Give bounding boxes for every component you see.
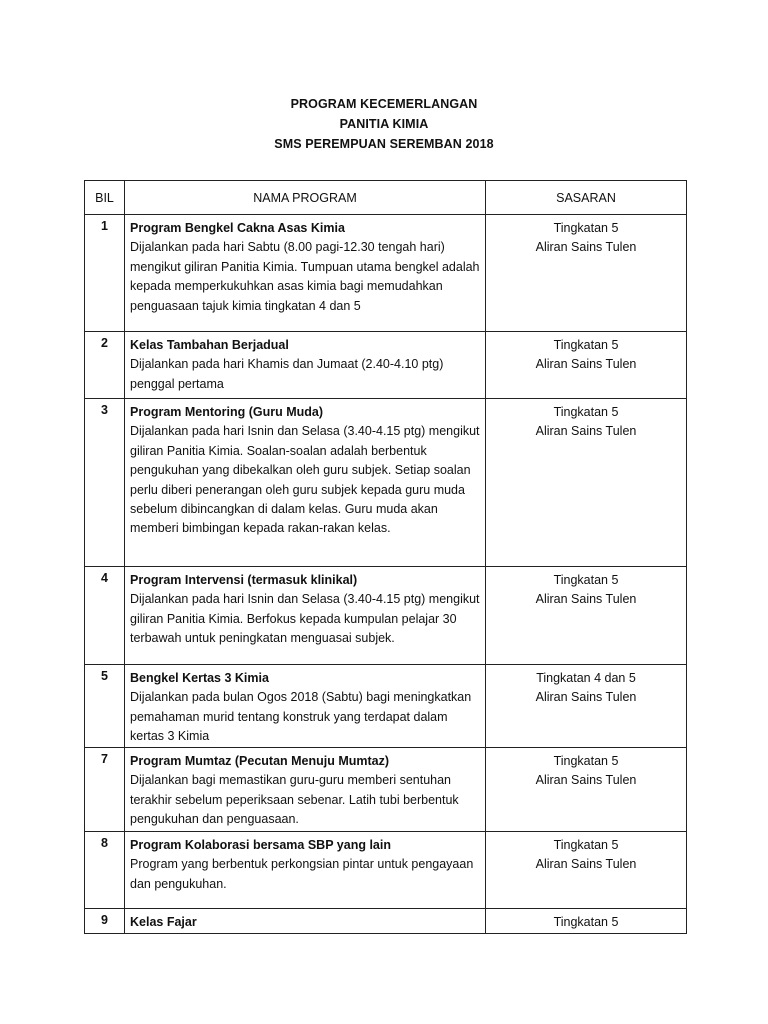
target-level: Tingkatan 5 xyxy=(553,754,619,768)
header-bil: BIL xyxy=(85,181,125,215)
row-number: 5 xyxy=(85,665,125,748)
program-cell xyxy=(125,215,486,332)
target-stream: Aliran Sains Tulen xyxy=(535,357,637,372)
table-row xyxy=(85,832,687,909)
target-cell xyxy=(486,332,687,399)
program-description: Dijalankan pada hari Isnin dan Selasa (3.40-4.15 ptg) mengikut giliran Panitia Kimia. Soalan-soalan adalah berbentuk pengukuhan yang dibekalkan oleh guru subjek. Setiap soalan perlu diberi penerangan oleh guru subjek kepada guru muda sebelum dibincangkan di dalam kelas. Guru muda akan memberi bimbingan kepada rakan-rakan kelas. xyxy=(130,424,480,536)
program-description: Dijalankan bagi memastikan guru-guru memberi sentuhan terakhir sebelum peperiksaan sebenar. Latih tubi berbentuk pengukuhan dan penguasaan. xyxy=(130,773,459,827)
row-number: 8 xyxy=(85,832,125,909)
target-level: Tingkatan 5 xyxy=(553,338,619,352)
program-name: Program Bengkel Cakna Asas Kimia xyxy=(130,221,345,235)
program-description: Dijalankan pada hari Sabtu (8.00 pagi-12.30 tengah hari) mengikut giliran Panitia Kimia. Tumpuan utama bengkel adalah kepada memperkukuhkan asas kimia bagi memudahkan penguasaan tajuk kimia tingkatan 4 dan 5 xyxy=(130,240,480,313)
target-level: Tingkatan 5 xyxy=(553,573,619,587)
target-cell xyxy=(486,748,687,832)
program-cell xyxy=(125,832,486,909)
program-cell xyxy=(125,665,486,748)
target-cell xyxy=(486,909,687,934)
program-name: Bengkel Kertas 3 Kimia xyxy=(130,671,269,685)
target-stream: Aliran Sains Tulen xyxy=(535,424,637,439)
target-cell xyxy=(486,215,687,332)
target-stream: Aliran Sains Tulen xyxy=(535,857,637,872)
target-cell xyxy=(486,399,687,567)
target-stream: Aliran Sains Tulen xyxy=(535,592,637,607)
program-name: Kelas Fajar xyxy=(130,915,197,929)
program-cell xyxy=(125,748,486,832)
title-line-2: PANITIA KIMIA xyxy=(339,117,429,131)
target-stream: Aliran Sains Tulen xyxy=(535,240,637,255)
table-row xyxy=(85,567,687,665)
row-number: 2 xyxy=(85,332,125,399)
program-cell xyxy=(125,332,486,399)
program-cell xyxy=(125,909,486,934)
program-description: Dijalankan pada bulan Ogos 2018 (Sabtu) bagi meningkatkan pemahaman murid tentang konstruk yang terdapat dalam kertas 3 Kimia xyxy=(130,690,472,744)
table-row xyxy=(85,665,687,748)
table-row xyxy=(85,748,687,832)
program-cell xyxy=(125,399,486,567)
row-number: 4 xyxy=(85,567,125,665)
program-description: Dijalankan pada hari Isnin dan Selasa (3.40-4.15 ptg) mengikut giliran Panitia Kimia. Berfokus kepada kumpulan pelajar 30 terbawah untuk peningkatan menguasai subjek. xyxy=(130,592,480,646)
table-row xyxy=(85,909,687,934)
program-description: Dijalankan pada hari Khamis dan Jumaat (2.40-4.10 ptg) penggal pertama xyxy=(130,357,444,391)
title-line-3: SMS PEREMPUAN SEREMBAN 2018 xyxy=(274,137,494,151)
table-header-row xyxy=(85,181,687,215)
target-level: Tingkatan 5 xyxy=(553,915,619,929)
target-level: Tingkatan 4 dan 5 xyxy=(536,671,636,685)
target-cell xyxy=(486,832,687,909)
table-row xyxy=(85,399,687,567)
row-number: 1 xyxy=(85,215,125,332)
title-line-1: PROGRAM KECEMERLANGAN xyxy=(290,97,478,111)
row-number: 3 xyxy=(85,399,125,567)
program-table xyxy=(84,180,687,934)
row-number: 7 xyxy=(85,748,125,832)
target-level: Tingkatan 5 xyxy=(553,405,619,419)
program-name: Kelas Tambahan Berjadual xyxy=(130,338,289,352)
target-stream: Aliran Sains Tulen xyxy=(535,690,637,705)
header-nama-program: NAMA PROGRAM xyxy=(125,181,486,215)
target-cell xyxy=(486,567,687,665)
header-sasaran: SASARAN xyxy=(486,181,687,215)
program-name: Program Mumtaz (Pecutan Menuju Mumtaz) xyxy=(130,754,390,768)
target-stream: Aliran Sains Tulen xyxy=(535,773,637,788)
program-description: Program yang berbentuk perkongsian pintar untuk pengayaan dan pengukuhan. xyxy=(130,857,474,891)
target-level: Tingkatan 5 xyxy=(553,221,619,235)
program-name: Program Mentoring (Guru Muda) xyxy=(130,405,324,419)
target-level: Tingkatan 5 xyxy=(553,838,619,852)
target-cell xyxy=(486,665,687,748)
document-title xyxy=(0,94,768,154)
row-number: 9 xyxy=(85,909,125,934)
program-cell xyxy=(125,567,486,665)
table-row xyxy=(85,332,687,399)
program-name: Program Kolaborasi bersama SBP yang lain xyxy=(130,838,391,852)
program-name: Program Intervensi (termasuk klinikal) xyxy=(130,573,358,587)
table-row xyxy=(85,215,687,332)
